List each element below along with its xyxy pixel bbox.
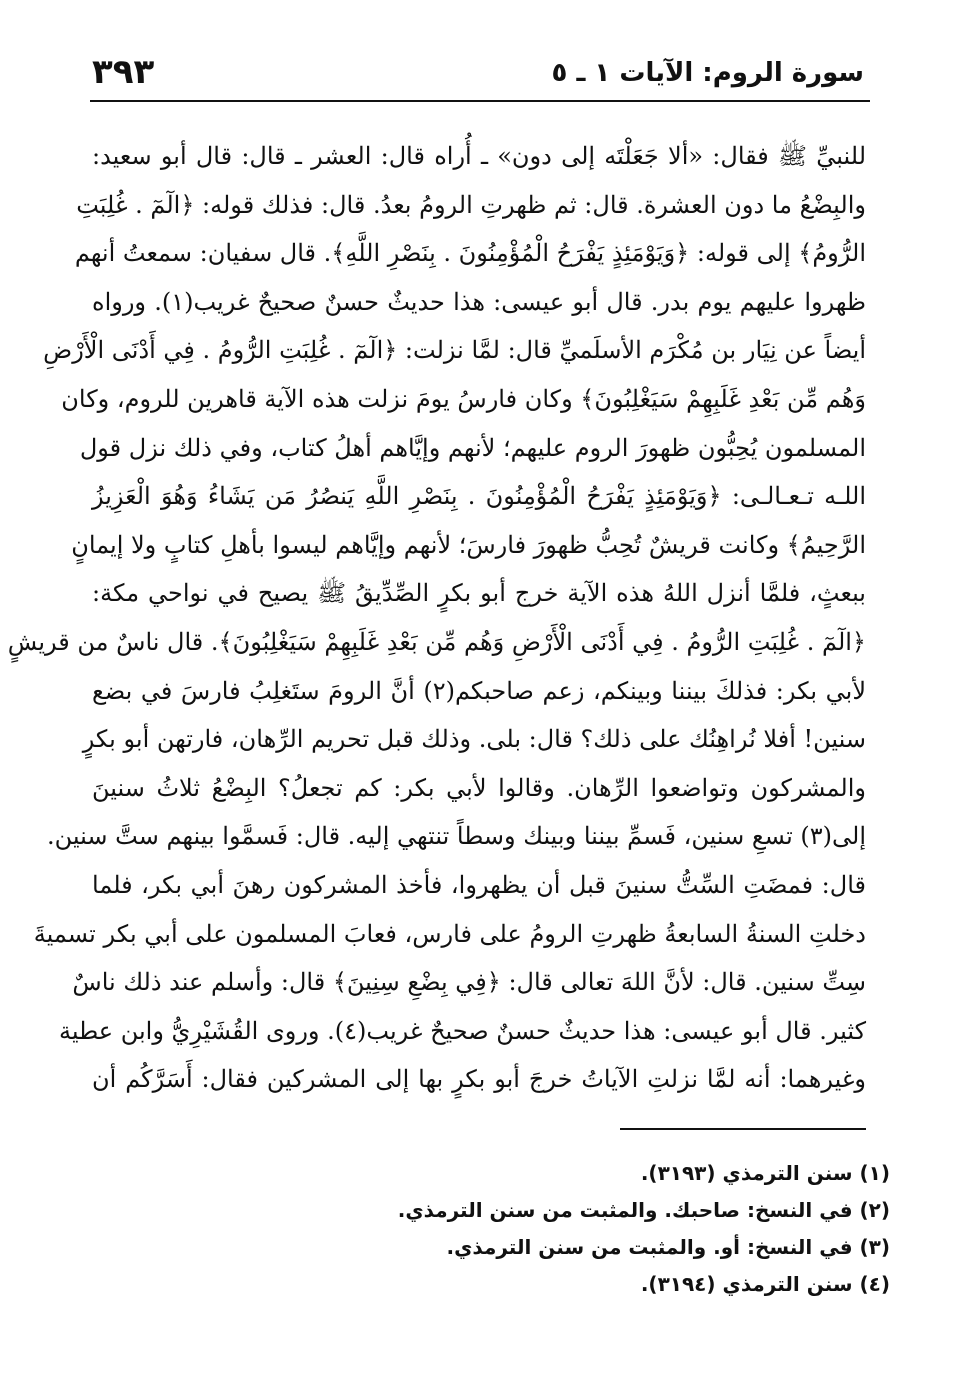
text-line: والبِضْعُ ما دون العشرة. قال: ثم ظهرتِ الرومُ بعدُ. قال: فذلك قوله: ﴿الٓمٓ . غُلِبَتِ xyxy=(76,190,866,219)
footnote-item: (٤) سنن الترمذي (٣١٩٤). xyxy=(640,1272,890,1296)
text-line: والمشركون وتواضعوا الرِّهان. وقالوا لأبي بكر: كم تجعلُ؟ البِضْعُ ثلاثُ سنينَ xyxy=(92,773,866,802)
main-text xyxy=(7,132,867,1104)
header-divider xyxy=(90,100,870,102)
text-line: ببعثٍ، فلمَّا أنزل اللهُ هذه الآية خرج أبو بكرٍ الصِّدِّيقُ ﷺ يصيح في نواحي مكة: xyxy=(92,579,866,608)
text-line: اللـه تـعـالـى: ﴿وَيَوْمَئِذٍ يَفْرَحُ الْمُؤْمِنُونَ . بِنَصْرِ اللَّهِ يَنصُرُ مَن يَشَاءُ وَهُوَ الْعَزِيزُ xyxy=(92,482,866,511)
text-line: ظهروا عليهم يوم بدر. قال أبو عيسى: هذا حديثٌ حسنٌ صحيحٌ غريب(١). ورواه xyxy=(92,287,866,316)
footnote-item: (٢) في النسخ: صاحبك. والمثبت من سنن الترمذي. xyxy=(397,1198,890,1222)
text-line: سنين! أفلا نُراهِنُك على ذلك؟ قال: بلى. وذلك قبل تحريم الرِّهان، فارتهن أبو بكرٍ xyxy=(82,725,866,754)
text-line: وَهُم مِّن بَعْدِ غَلَبِهِمْ سَيَغْلِبُونَ﴾ وكان فارسُ يومَ نزلت هذه الآية قاهرين للروم، وكان xyxy=(61,384,866,413)
page-number: ٣٩٣ xyxy=(92,52,155,92)
text-line: المسلمون يُحِبُّون ظهورَ الروم عليهم؛ لأنهم وإيَّاهم أهلُ كتاب، وفي ذلك نزل قول xyxy=(79,433,866,462)
text-line: قال: فمضَتِ السِّتُّ سنينَ قبل أن يظهروا، فأخذ المشركون رهنَ أبي بكر، فلما xyxy=(92,870,866,899)
text-line: دخلتِ السنةُ السابعةُ ظهرتِ الرومُ على فارس، فعابَ المسلمون على أبي بكر تسميةَ xyxy=(33,919,866,948)
text-line: إلى(٣) تسعِ سنين، فَسمِّ بيننا وبينك وسطاً تنتهي إليه. قال: فَسمَّوا بينهم ستَّ سنين. xyxy=(47,822,866,851)
text-line: كثير. قال أبو عيسى: هذا حديثٌ حسنٌ صحيحٌ غريب(٤). وروى القُشَيْرِيُّ وابن عطية xyxy=(58,1016,866,1045)
page-header xyxy=(0,0,954,110)
text-line: سِتِّ سنين. قال: لأنَّ اللهَ تعالى قال: ﴿فِي بِضْعِ سِنِينَ﴾ قال: وأسلم عند ذلك ناسٌ xyxy=(72,968,866,997)
text-line: وغيرهما: أنه لمَّا نزلتِ الآياتُ خرجَ أبو بكرٍ بها إلى المشركين فقال: أَسَرَّكُم أن xyxy=(92,1065,866,1094)
text-line: للنبيِّ ﷺ فقال: «ألا جَعَلْتَه إلى دون» ـ أُراه قال: العشر ـ قال: قال أبو سعيد: xyxy=(92,142,867,170)
chapter-title: سورة الروم: الآيات ١ ـ ٥ xyxy=(551,58,864,88)
text-line: الرُّومُ﴾ إلى قوله: ﴿وَيَوْمَئِذٍ يَفْرَحُ الْمُؤْمِنُونَ . بِنَصْرِ اللَّهِ﴾. قال سفيان: سمعتُ أنهم xyxy=(74,239,866,268)
footnotes xyxy=(92,1155,890,1303)
text-line: لأبي بكر: فذلكَ بيننا وبينكم، زعم صاحبكم(٢) أنَّ الرومَ ستَغلِبُ فارسَ في بضع xyxy=(92,676,866,705)
text-line: ﴿الٓمٓ . غُلِبَتِ الرُّومُ . فِي أَدْنَى الْأَرْضِ وَهُم مِّن بَعْدِ غَلَبِهِمْ سَيَغْلِبُونَ﴾. قال ناسٌ من قريشٍ xyxy=(7,627,866,656)
text-line: أيضاً عن نِيَار بن مُكْرَم الأسلَميِّ قال: لمَّا نزلت: ﴿الٓمٓ . غُلِبَتِ الرُّومُ . فِي أَدْنَى الْأَرْضِ xyxy=(43,336,866,365)
footnote-item: (١) سنن الترمذي (٣١٩٣). xyxy=(640,1161,890,1185)
footnote-item: (٣) في النسخ: أو. والمثبت من سنن الترمذي. xyxy=(446,1235,890,1259)
text-line: الرَّحِيمُ﴾ وكانت قريشٌ تُحِبُّ ظهورَ فارسَ؛ لأنهم وإيَّاهم ليسوا بأهلِ كتابٍ ولا إيمانٍ xyxy=(71,530,866,559)
footnote-divider xyxy=(620,1128,866,1130)
